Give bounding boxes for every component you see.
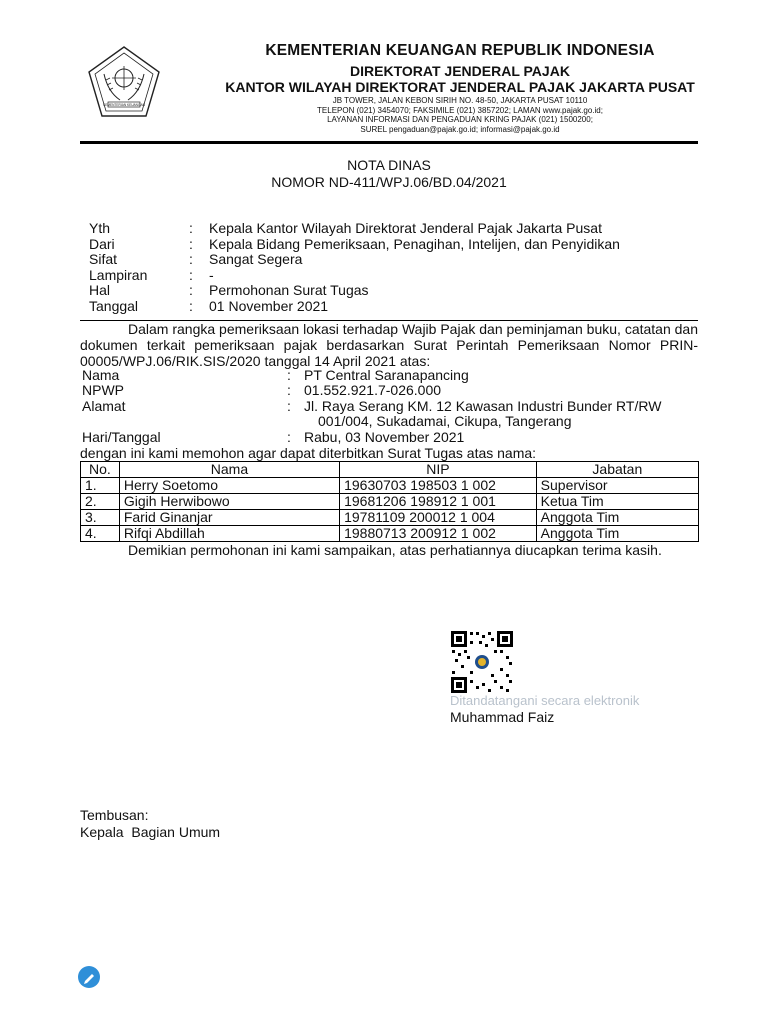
header-jabatan: Jabatan — [536, 462, 698, 478]
cell-nama: Farid Ginanjar — [119, 510, 339, 526]
cell-no: 1. — [81, 478, 120, 494]
header-no: No. — [81, 462, 120, 478]
cell-no: 2. — [81, 494, 120, 510]
staff-table — [80, 461, 699, 542]
pencil-icon — [78, 966, 100, 988]
cell-nama: Rifqi Abdillah — [119, 526, 339, 542]
ministry-name: KEMENTERIAN KEUANGAN REPUBLIK INDONESIA — [265, 42, 655, 59]
cc-recipient: Kepala Bagian Umum — [80, 824, 221, 840]
header-nama: Nama — [119, 462, 339, 478]
signer-name: Muhammad Faiz — [450, 709, 555, 725]
table-row — [81, 510, 699, 526]
nota-dinas-page: KEMENTERIAN KEUANGAN KEMENTERIAN KEUANGAN REPUBLIK INDONESIA DIREKTORAT JENDERAL PAJAK KANTOR WILAYAH DIREKTORAT JENDERAL PAJAK JAKARTA PUSAT JB TOWER, JALAN KEBON SIRIH NO. 48-50, JAKARTA PUSAT 10110 TELEPON (021) 3454070; FAKSIMILE (021) 3857202; LAMAN www.pajak.go.id; LAYANAN INFORMASI DAN PENGADUAN KRING PAJAK (021) 1500200; SUREL pengaduan@pajak.go.id; informasi@pajak.go.id NOTA DINAS NOMOR ND-411/WPJ.06/BD.04/2021 Yth : Kepala Kantor Wilayah Direktorat Jenderal Pajak Jakarta Pusat Dari : Kepala Bidang Pemeriksaan, Penagihan, Intelijen, dan Penyidikan Sifat : Sangat Segera Lampiran : - Hal : Permohonan Surat Tugas Tanggal : 01 November 2021 Dalam rangka pemeriksaan lokasi terhadap Wajib Pajak dan peminjaman buku, catatan dan dokumen terkait pemeriksaan pajak berdasarkan Surat Perintah Pemeriksaan Nomor PRIN-00005/WPJ.06/RIK.SIS/2020 tanggal 14 April 2021 atas: Nama : PT Central Saranapancing NPWP : 01.552.921.7-026.000 Alamat : Jl. Raya Serang KM. 12 Kawasan Industri Bunder RT/RW 001/004, Sukadamai, Cikupa, Tangerang Hari/Tanggal : Rabu, 03 November 2021 dengan ini kami memohon agar dapat diterbitkan Surat Tugas atas nama: No. Nama NIP Jabatan 1. Herry Soetomo 19630703 198503 1 002 Supervisor 2. Gigih Herwibowo 19681206 198912 1 001 Ketua Tim 3. Farid Ginanjar 19781109 200012 1 004 Anggota Tim 4. Rifqi Abdillah 19880713 200912 1 002 Anggota Tim Demikian permohonan ini kami sampaikan, atas perhatiannya diucapkan terima kasih. Ditandatangani secara elektronik Muhammad Faiz Tembusan: Kepala Bagian Umum — [0, 0, 768, 1024]
cell-jabatan: Ketua Tim — [536, 494, 698, 510]
office-phone: TELEPON (021) 3454070; FAKSIMILE (021) 3857202; LAMAN www.pajak.go.id; — [317, 105, 603, 115]
cell-no: 4. — [81, 526, 120, 542]
office-service: LAYANAN INFORMASI DAN PENGADUAN KRING PAJAK (021) 1500200; — [327, 115, 593, 124]
document-type: NOTA DINAS — [347, 157, 431, 173]
cell-nip: 19880713 200912 1 002 — [340, 526, 537, 542]
table-row — [81, 526, 699, 542]
table-row — [81, 478, 699, 494]
cell-nip: 19630703 198503 1 002 — [340, 478, 537, 494]
cell-jabatan: Anggota Tim — [536, 510, 698, 526]
table-header-row — [81, 462, 699, 478]
cell-nip: 19681206 198912 1 001 — [340, 494, 537, 510]
cell-jabatan: Supervisor — [536, 478, 698, 494]
office-email: SUREL pengaduan@pajak.go.id; informasi@pajak.go.id — [360, 124, 560, 134]
header-nip: NIP — [340, 462, 537, 478]
letterhead-divider — [80, 141, 698, 144]
ministry-logo-icon — [86, 44, 162, 120]
qr-code-icon — [450, 630, 514, 694]
cell-nama: Gigih Herwibowo — [119, 494, 339, 510]
office-name: KANTOR WILAYAH DIREKTORAT JENDERAL PAJAK JAKARTA PUSAT — [225, 79, 695, 95]
table-row — [81, 494, 699, 510]
closing-sentence: Demikian permohonan ini kami sampaikan, atas perhatiannya diucapkan terima kasih. — [128, 542, 662, 558]
edit-tool-icon[interactable] — [78, 966, 100, 988]
cc-label: Tembusan: — [80, 807, 149, 823]
svg-text:KEMENTERIAN KEUANGAN: KEMENTERIAN KEUANGAN — [103, 103, 145, 107]
document-number: NOMOR ND-411/WPJ.06/BD.04/2021 — [271, 174, 507, 190]
body-paragraph: Dalam rangka pemeriksaan lokasi terhadap Wajib Pajak dan peminjaman buku, catatan dan dokumen terkait pemeriksaan pajak berdasarkan Surat Perintah Pemeriksaan Nomor PRIN-00005/WPJ.06/RIK.SIS/2020 tanggal 14 April 2021 atas: — [80, 321, 698, 369]
cell-nama: Herry Soetomo — [119, 478, 339, 494]
request-sentence: dengan ini kami memohon agar dapat diterbitkan Surat Tugas atas nama: — [80, 445, 537, 461]
cell-jabatan: Anggota Tim — [536, 526, 698, 542]
cell-no: 3. — [81, 510, 120, 526]
directorate-name: DIREKTORAT JENDERAL PAJAK — [350, 63, 570, 79]
cell-nip: 19781109 200012 1 004 — [340, 510, 537, 526]
e-signature-note: Ditandatangani secara elektronik — [450, 693, 640, 708]
office-address: JB TOWER, JALAN KEBON SIRIH NO. 48-50, JAKARTA PUSAT 10110 — [332, 96, 588, 105]
